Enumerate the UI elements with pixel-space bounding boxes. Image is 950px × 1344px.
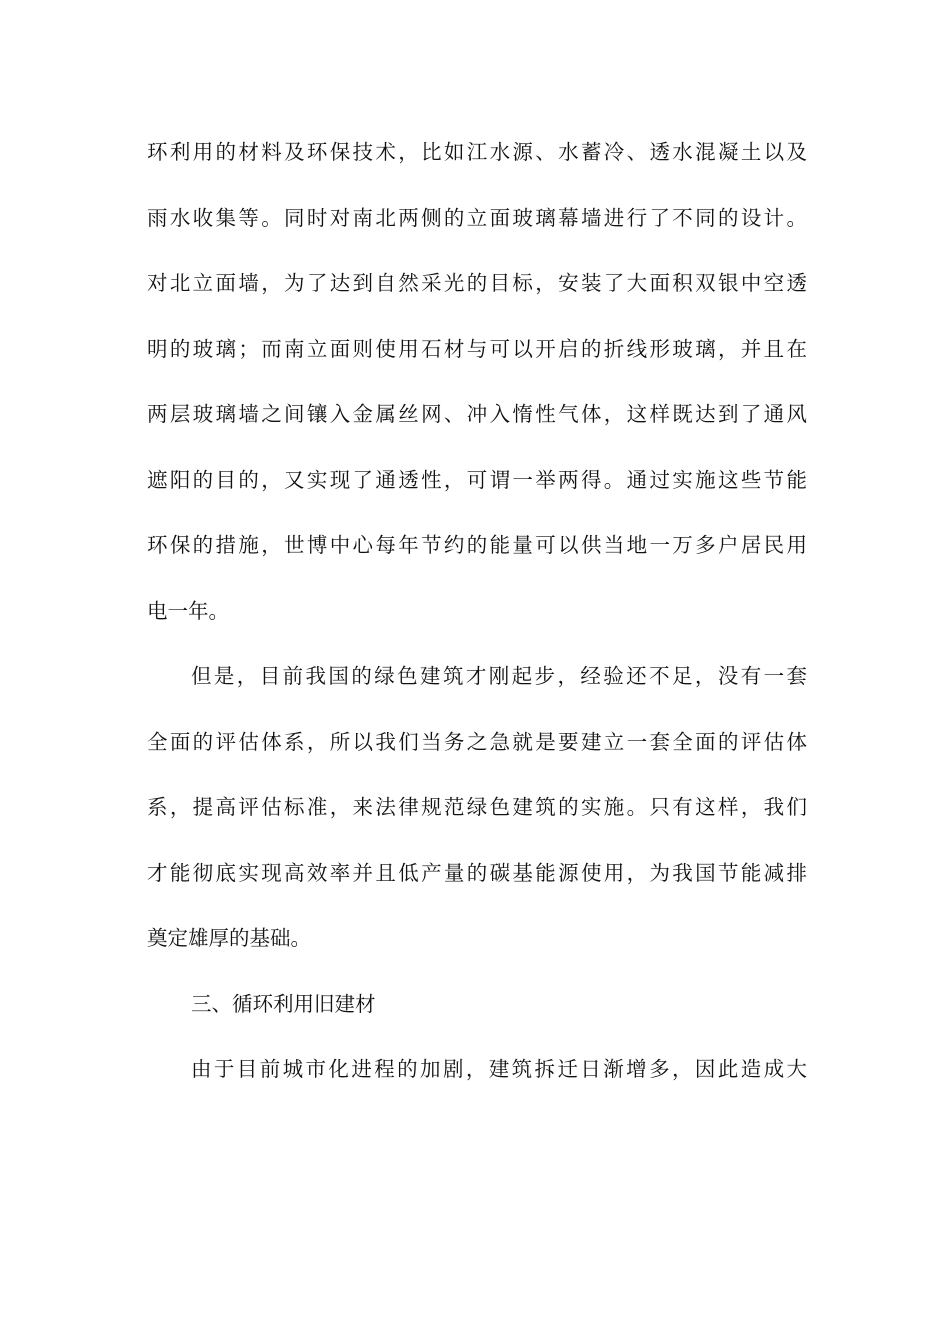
text-line: 电一年。: [147, 598, 229, 623]
text-line: 环保的措施，世博中心每年节约的能量可以供当地一万多户居民用: [147, 533, 807, 557]
text-line: 由于目前城市化进程的加剧，建筑拆迁日渐增多，因此造成大: [191, 1057, 807, 1081]
text-line: 两层玻璃墙之间镶入金属丝网、冲入惰性气体，这样既达到了通风: [147, 402, 807, 426]
text-line: 雨水收集等。同时对南北两侧的立面玻璃幕墙进行了不同的设计。: [147, 205, 807, 230]
document-body: [147, 126, 807, 1109]
text-line: 但是，目前我国的绿色建筑才刚起步，经验还不足，没有一套: [191, 664, 807, 688]
text-line: 遮阳的目的，又实现了通透性，可谓一举两得。通过实施这些节能: [147, 467, 807, 492]
text-line: 对北立面墙，为了达到自然采光的目标，安装了大面积双银中空透: [147, 271, 807, 295]
text-line: 才能彻底实现高效率并且低产量的碳基能源使用，为我国节能减排: [147, 860, 807, 885]
text-line: 环利用的材料及环保技术，比如江水源、水蓄冷、透水混凝土以及: [147, 140, 807, 164]
text-line: 系，提高评估标准，来法律规范绿色建筑的实施。只有这样，我们: [147, 795, 807, 819]
text-line: 明的玻璃；而南立面则使用石材与可以开启的折线形玻璃，并且在: [147, 336, 807, 361]
text-line: 全面的评估体系，所以我们当务之急就是要建立一套全面的评估体: [147, 729, 807, 754]
section-heading: 三、循环利用旧建材: [191, 991, 376, 1016]
text-line: 奠定雄厚的基础。: [147, 926, 311, 950]
